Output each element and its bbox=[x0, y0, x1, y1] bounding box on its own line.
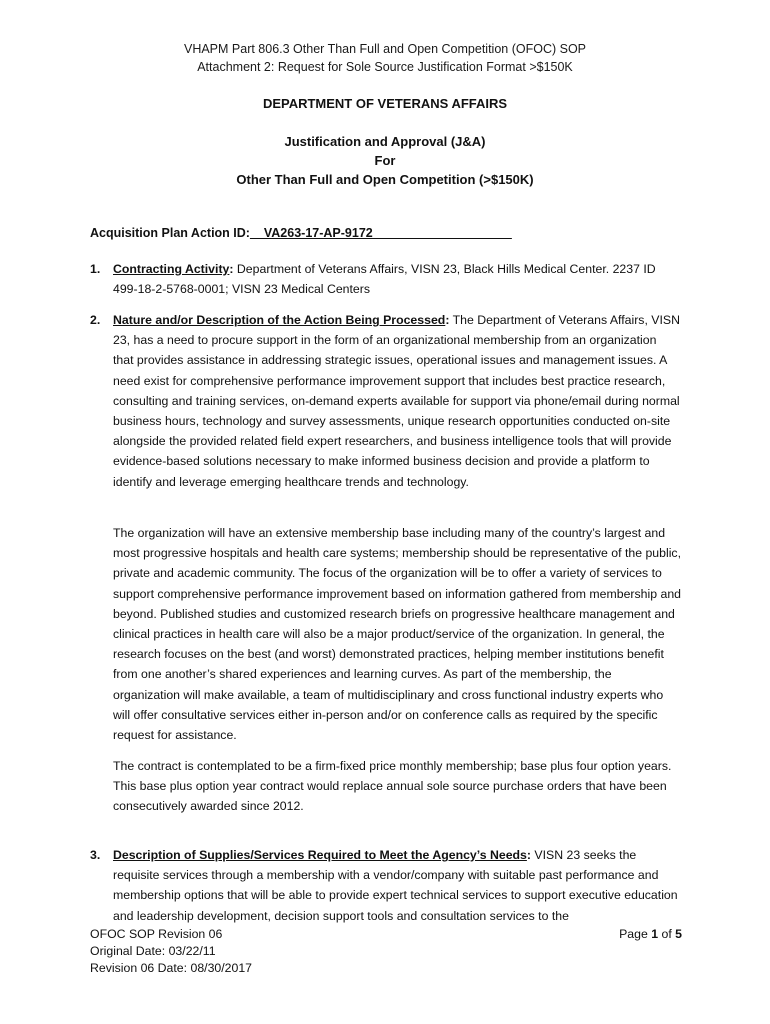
section-colon: : bbox=[229, 262, 234, 276]
footer-revision-date: Revision 06 Date: 08/30/2017 bbox=[90, 961, 253, 975]
page-total: 5 bbox=[675, 927, 682, 941]
paragraph-text: The organization will have an extensive membership base including many of the country’s largest and most progressive hospitals and health care systems; membership should be representative of the public, private and academic community. The focus of the organization will be to offer a variety of services to support comprehensive performance improvement based on information gathered from membership and beyond. Published studies and customized research briefs on progressive healthcare management and clinical practices in health care will also be a major product/service of the organization. In general, the research focuses on the best (and worst) demonstrated practices, helping member institutions benefit from one another’s shared experiences and learning curves. As part of the membership, the organization will make available, a team of multidisciplinary and cross functional industry experts who will offer consultative services either in-person and/or on conference calls as required by the specific request for assistance. bbox=[113, 526, 681, 743]
acquisition-plan-id bbox=[90, 226, 512, 240]
section-colon: : bbox=[526, 848, 531, 862]
section-number: 2. bbox=[90, 313, 101, 327]
header-line-1: VHAPM Part 806.3 Other Than Full and Open Competition (OFOC) SOP bbox=[183, 42, 587, 56]
ja-title: Justification and Approval (J&A) bbox=[284, 134, 486, 149]
section-1 bbox=[90, 259, 680, 299]
page-number bbox=[619, 926, 682, 943]
section-number: 1. bbox=[90, 262, 101, 276]
section-2 bbox=[90, 310, 680, 492]
section-colon: : bbox=[445, 313, 450, 327]
section-text: The Department of Veterans Affairs, VISN 23, has a need to procure support in the form of an organizational membership from an organization that provides assistance in addressing strategic issues, operational issues and management issues. A need exist for comprehensive performance improvement support that includes best practice research, consulting and training services, on-demand experts available for support via phone/email during normal business hours, technology and survey assessments, unique research opportunities conducted on-site alongside the provided related field expert researchers, and business intelligence tools that will provide evidence-based solutions necessary to make informed business decision and provide a platform to identify and leverage emerging healthcare trends and technology. bbox=[113, 313, 680, 489]
for-title: For bbox=[374, 153, 396, 168]
acquisition-value: __VA263-17-AP-9172____________________ bbox=[249, 226, 512, 240]
footer-original-date: Original Date: 03/22/11 bbox=[90, 944, 216, 958]
section-3 bbox=[90, 845, 680, 926]
acquisition-label: Acquisition Plan Action ID: bbox=[90, 226, 250, 240]
section-2-paragraph-2 bbox=[113, 523, 681, 745]
paragraph-text: The contract is contemplated to be a firm-fixed price monthly membership; base plus four option years. This base plus option year contract would replace annual sole source purchase orders that have been consecutively awarded since 2012. bbox=[113, 759, 672, 814]
footer-revision: OFOC SOP Revision 06 bbox=[90, 927, 223, 941]
section-heading: Description of Supplies/Services Required to Meet the Agency’s Needs bbox=[113, 848, 527, 862]
header-line-2: Attachment 2: Request for Sole Source Justification Format >$150K bbox=[197, 60, 573, 74]
department-title: DEPARTMENT OF VETERANS AFFAIRS bbox=[262, 96, 508, 111]
ofoc-title: Other Than Full and Open Competition (>$150K) bbox=[236, 172, 534, 187]
page-of: of bbox=[658, 927, 676, 941]
page-current: 1 bbox=[651, 927, 659, 941]
section-2-paragraph-3 bbox=[113, 756, 681, 817]
section-heading: Contracting Activity bbox=[113, 262, 230, 276]
section-heading: Nature and/or Description of the Action Being Processed bbox=[113, 313, 446, 327]
section-number: 3. bbox=[90, 848, 101, 862]
section-text: VISN 23 seeks the requisite services through a membership with a vendor/company with suitable past performance and membership options that will be able to provide expert technical services to support executive education and leadership development, decision support tools and consultation services to the bbox=[113, 848, 678, 923]
section-text: Department of Veterans Affairs, VISN 23, Black Hills Medical Center. 2237 ID 499-18-2-5768-0001; VISN 23 Medical Centers bbox=[113, 262, 656, 297]
page-prefix: Page bbox=[619, 927, 652, 941]
